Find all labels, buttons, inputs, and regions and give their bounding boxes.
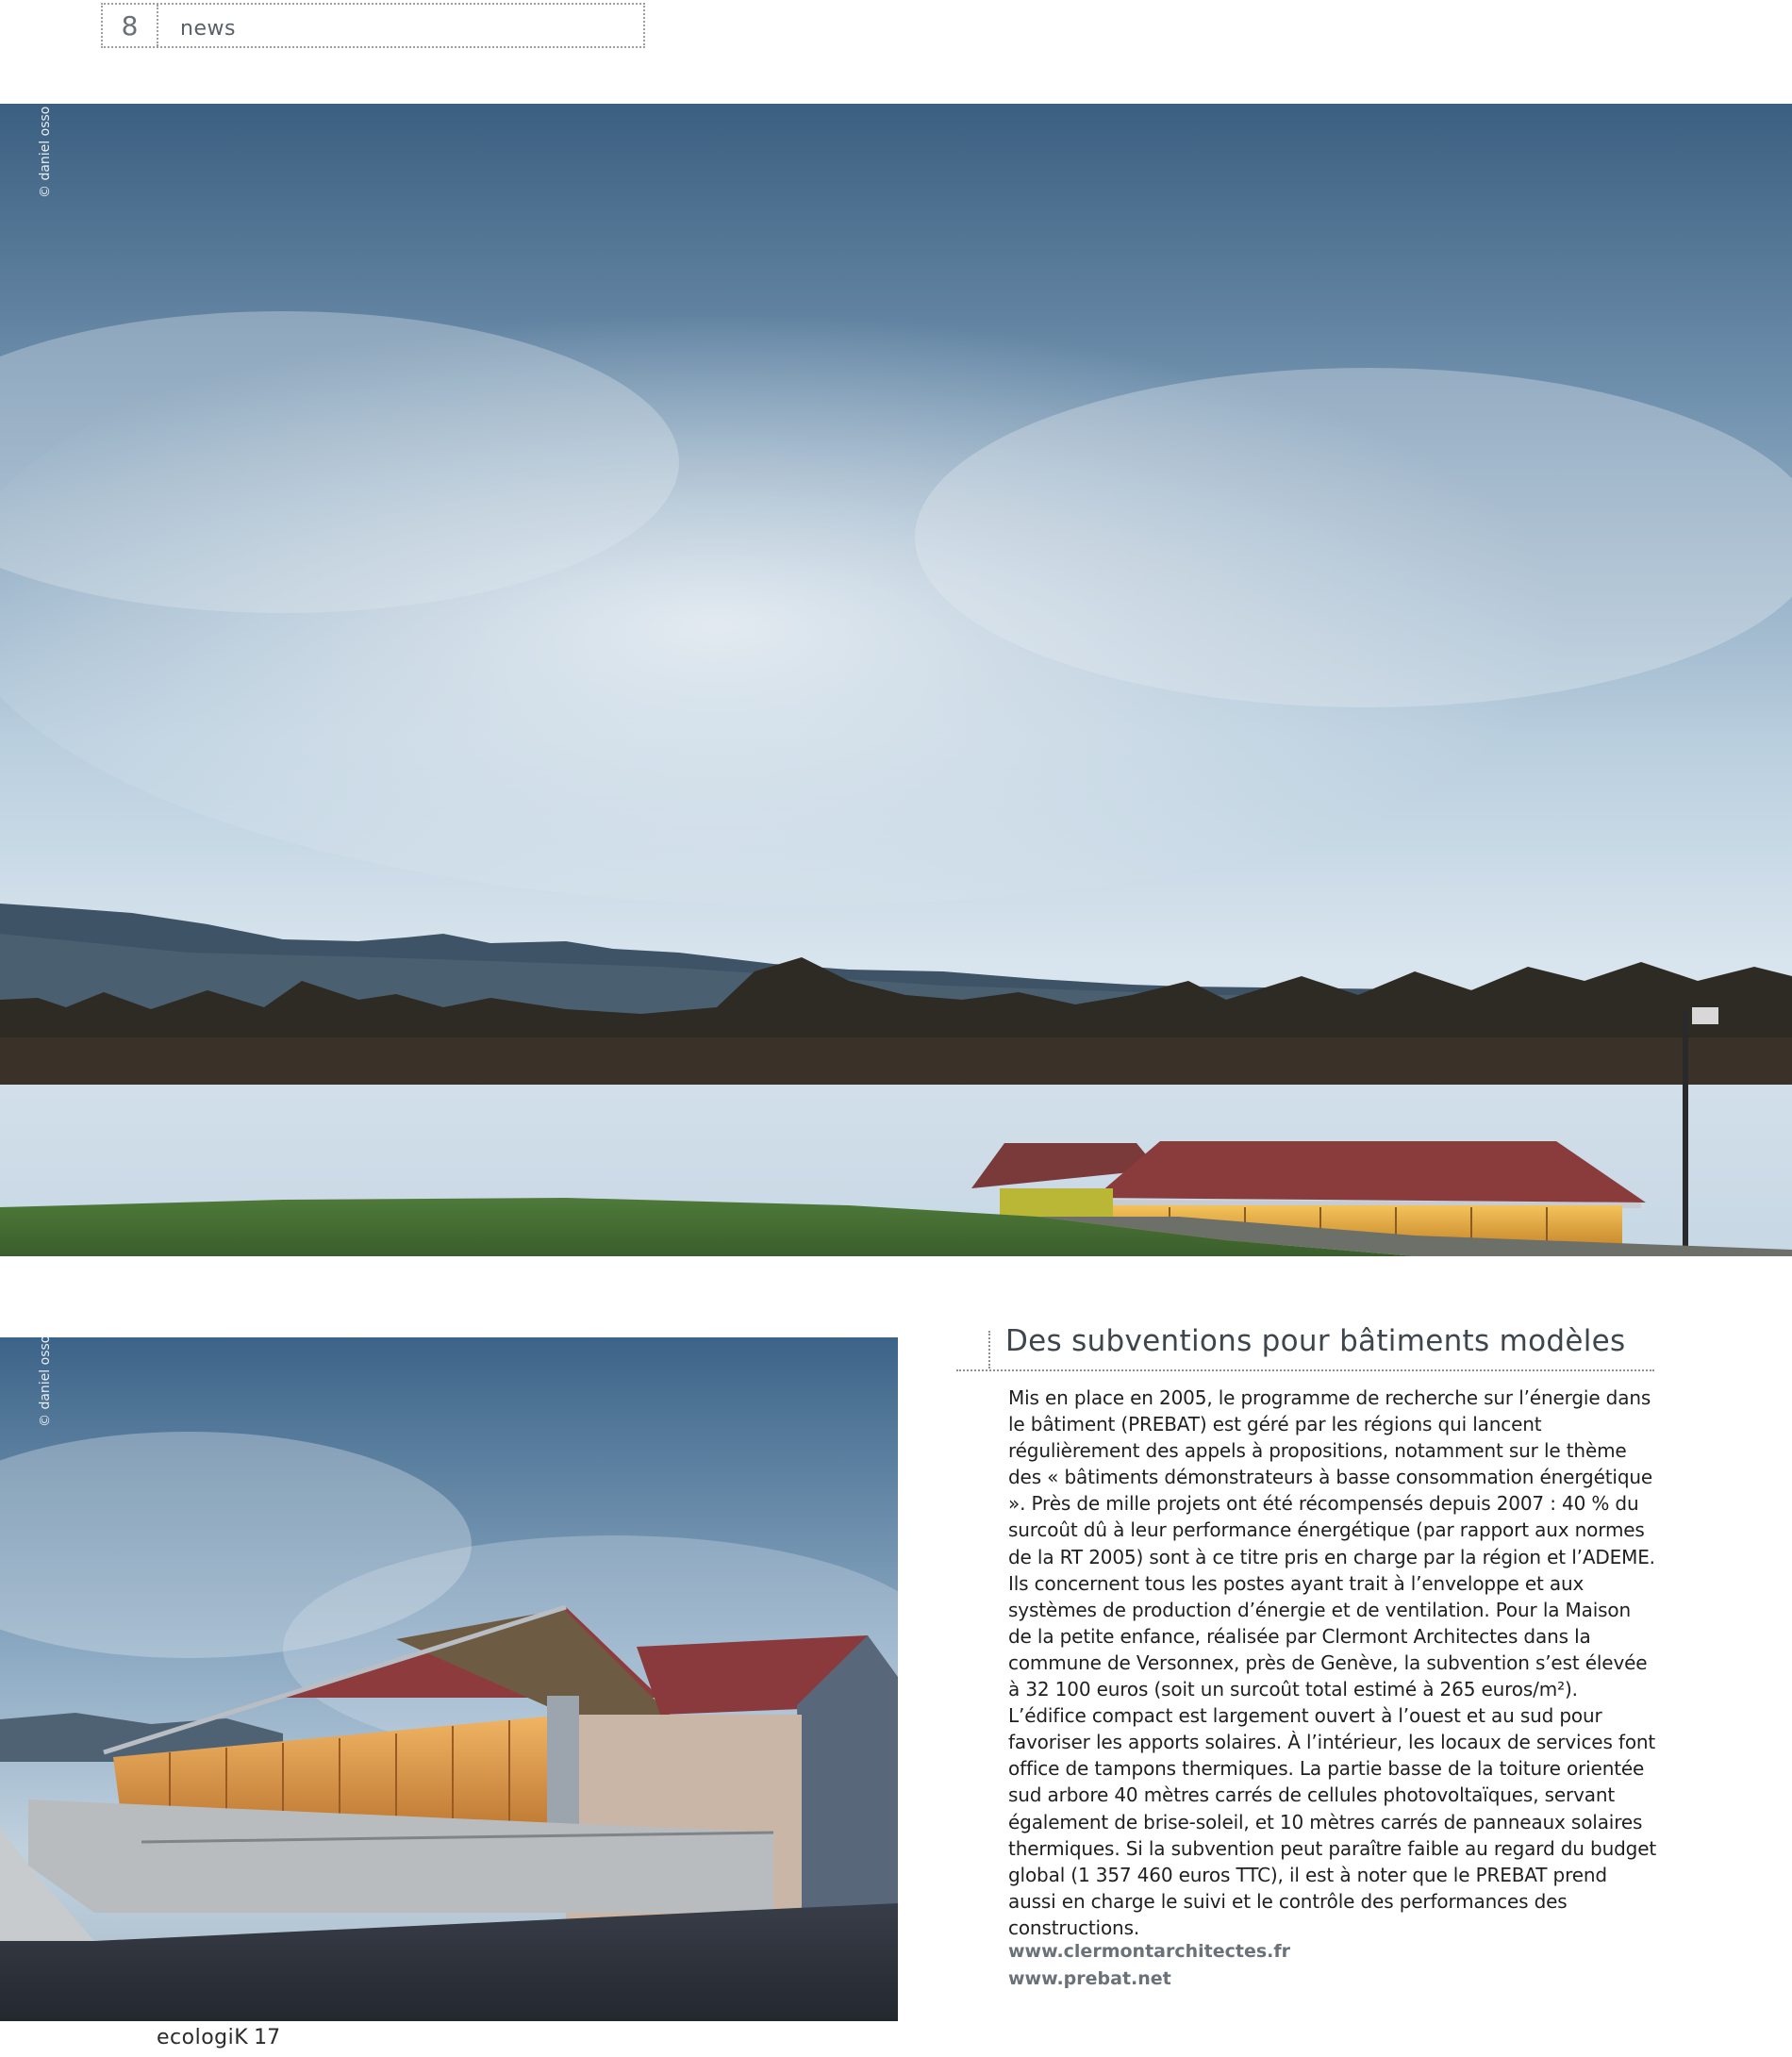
magazine-brand: ecologiK	[157, 2026, 249, 2049]
prebat-link[interactable]: www.prebat.net	[1008, 1968, 1171, 1989]
title-divider-vertical	[988, 1331, 990, 1369]
article-body: Mis en place en 2005, le programme de recherche sur l’énergie dans le bâtiment (PREBAT) est géré par les régions qui lancent régulièrement des appels à propositions, notamment sur le thème des « bâtiments démonstrateurs à basse consommation énergétique ». Près de mille projets ont été récompensés depuis 2007 : 40 % du surcoût dû à leur performance énergétique (par rapport aux normes de la RT 2005) sont à ce titre pris en charge par la région et l’ADEME. Ils concernent tous les postes ayant trait à l’enveloppe et aux systèmes de production d’énergie et de ventilation. Pour la Maison de la petite enfance, réalisée par Clermont Architectes dans la commune de Versonnex, près de Genève, la subvention s’est élevée à 32 100 euros (soit un surcoût total estimé à 265 euros/m²). L’édifice compact est largement ouvert à l’ouest et au sud pour favoriser les apports solaires. À l’intérieur, les locaux de services font office de tampons thermiques. La partie basse de la toiture orientée sud arbore 40 mètres carrés de cellules photovoltaïques, servant également de brise-soleil, et 10 mètres carrés de panneaux solaires thermiques. Si la subvention peut paraître faible au regard du budget global (1 357 460 euros TTC), il est à noter que le PREBAT prend aussi en charge le suivi et le contrôle des performances des constructions.	[1008, 1386, 1657, 1939]
main-photo-credit: © daniel osso	[38, 106, 53, 198]
page-header	[101, 3, 645, 48]
building-photo	[0, 1337, 898, 2021]
clermont-architectes-link[interactable]: www.clermontarchitectes.fr	[1008, 1941, 1291, 1962]
building-photo-credit: © daniel osso	[38, 1335, 53, 1427]
title-divider-horizontal	[956, 1369, 1654, 1371]
section-label: news	[180, 17, 236, 41]
page-number: 8	[103, 5, 158, 46]
article-title: Des subventions pour bâtiments modèles	[1005, 1324, 1626, 1358]
main-landscape-photo	[0, 104, 1792, 1256]
page-footer	[157, 2026, 280, 2049]
issue-number: 17	[254, 2026, 281, 2049]
